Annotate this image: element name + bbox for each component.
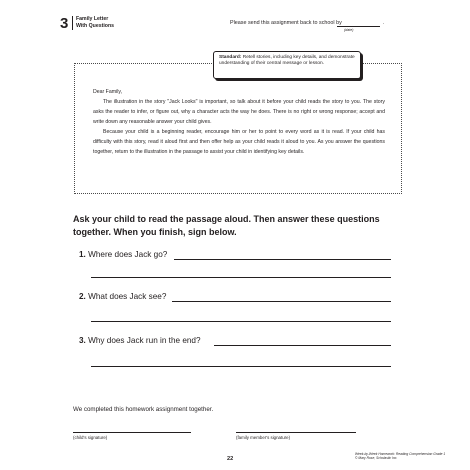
- question-3-text: Why does Jack run in the end?: [88, 336, 201, 345]
- return-instruction: Please send this assignment back to school by: [230, 20, 342, 26]
- answer-2-line-1[interactable]: [172, 301, 391, 302]
- footer-credit: [355, 452, 445, 460]
- question-1-text: Where does Jack go?: [88, 250, 168, 259]
- lesson-subtitle-line2: With Questions: [76, 22, 114, 29]
- lesson-number: 3: [60, 15, 69, 32]
- answer-3-line-2[interactable]: [91, 366, 391, 367]
- letter-paragraph-1: The illustration in the story "Jack Looks" is important, so talk about it before your child reads the story to you. The story asks the reader to infer, or figure out, why a character acts the way he does. There is no right or wrong response; accept and write down any reasonable answer your child gives.: [93, 99, 385, 125]
- question-1: [79, 250, 167, 260]
- letter-paragraph-2: Because your child is a beginning reader, encourage him or her to point to every word as it is read. If your child has difficulty with this story, read it aloud first and then offer help as your child reads it aloud to you. As you answer the questions together, return to the illustration in the passage to assist your child in identifying key details.: [93, 129, 385, 155]
- answer-1-line-2[interactable]: [91, 277, 391, 278]
- lesson-subtitle: [76, 16, 114, 29]
- return-date-field[interactable]: [337, 26, 380, 27]
- family-signature-label: (family member's signature): [236, 435, 291, 440]
- child-signature-line[interactable]: [73, 432, 191, 433]
- question-1-number: 1.: [79, 250, 86, 259]
- family-signature-line[interactable]: [236, 432, 356, 433]
- answer-2-line-2[interactable]: [91, 321, 391, 322]
- instruction-text: Ask your child to read the passage aloud. Then answer these questions together. When you finish, sign below.: [73, 214, 380, 237]
- question-2: [79, 292, 166, 302]
- standard-label: Standard:: [219, 55, 242, 60]
- footer-credit-line2: © Mary Rose, Scholastic Inc.: [355, 456, 398, 461]
- lesson-subtitle-line1: Family Letter: [76, 16, 109, 22]
- child-signature-label: (child's signature): [73, 435, 108, 440]
- page-number: 22: [227, 456, 234, 462]
- question-3-number: 3.: [79, 336, 86, 345]
- question-3: [79, 336, 201, 346]
- standard-box: [213, 51, 361, 79]
- question-2-number: 2.: [79, 292, 86, 301]
- question-2-text: What does Jack see?: [88, 292, 167, 301]
- footer-credit-line1: Week-by-Week Homework: Reading Comprehension Grade 1: [355, 452, 446, 456]
- standard-text: Retell stories, including key details, and demonstrate understanding of their central message or lesson.: [219, 55, 355, 67]
- header-divider: [72, 16, 73, 30]
- completion-statement: We completed this homework assignment together.: [73, 406, 214, 413]
- return-date-label: (date): [344, 28, 354, 32]
- family-letter: [93, 87, 385, 157]
- answer-1-line-1[interactable]: [174, 259, 391, 260]
- return-period: .: [383, 20, 385, 26]
- answer-3-line-1[interactable]: [214, 345, 391, 346]
- letter-greeting: Dear Family,: [93, 89, 123, 95]
